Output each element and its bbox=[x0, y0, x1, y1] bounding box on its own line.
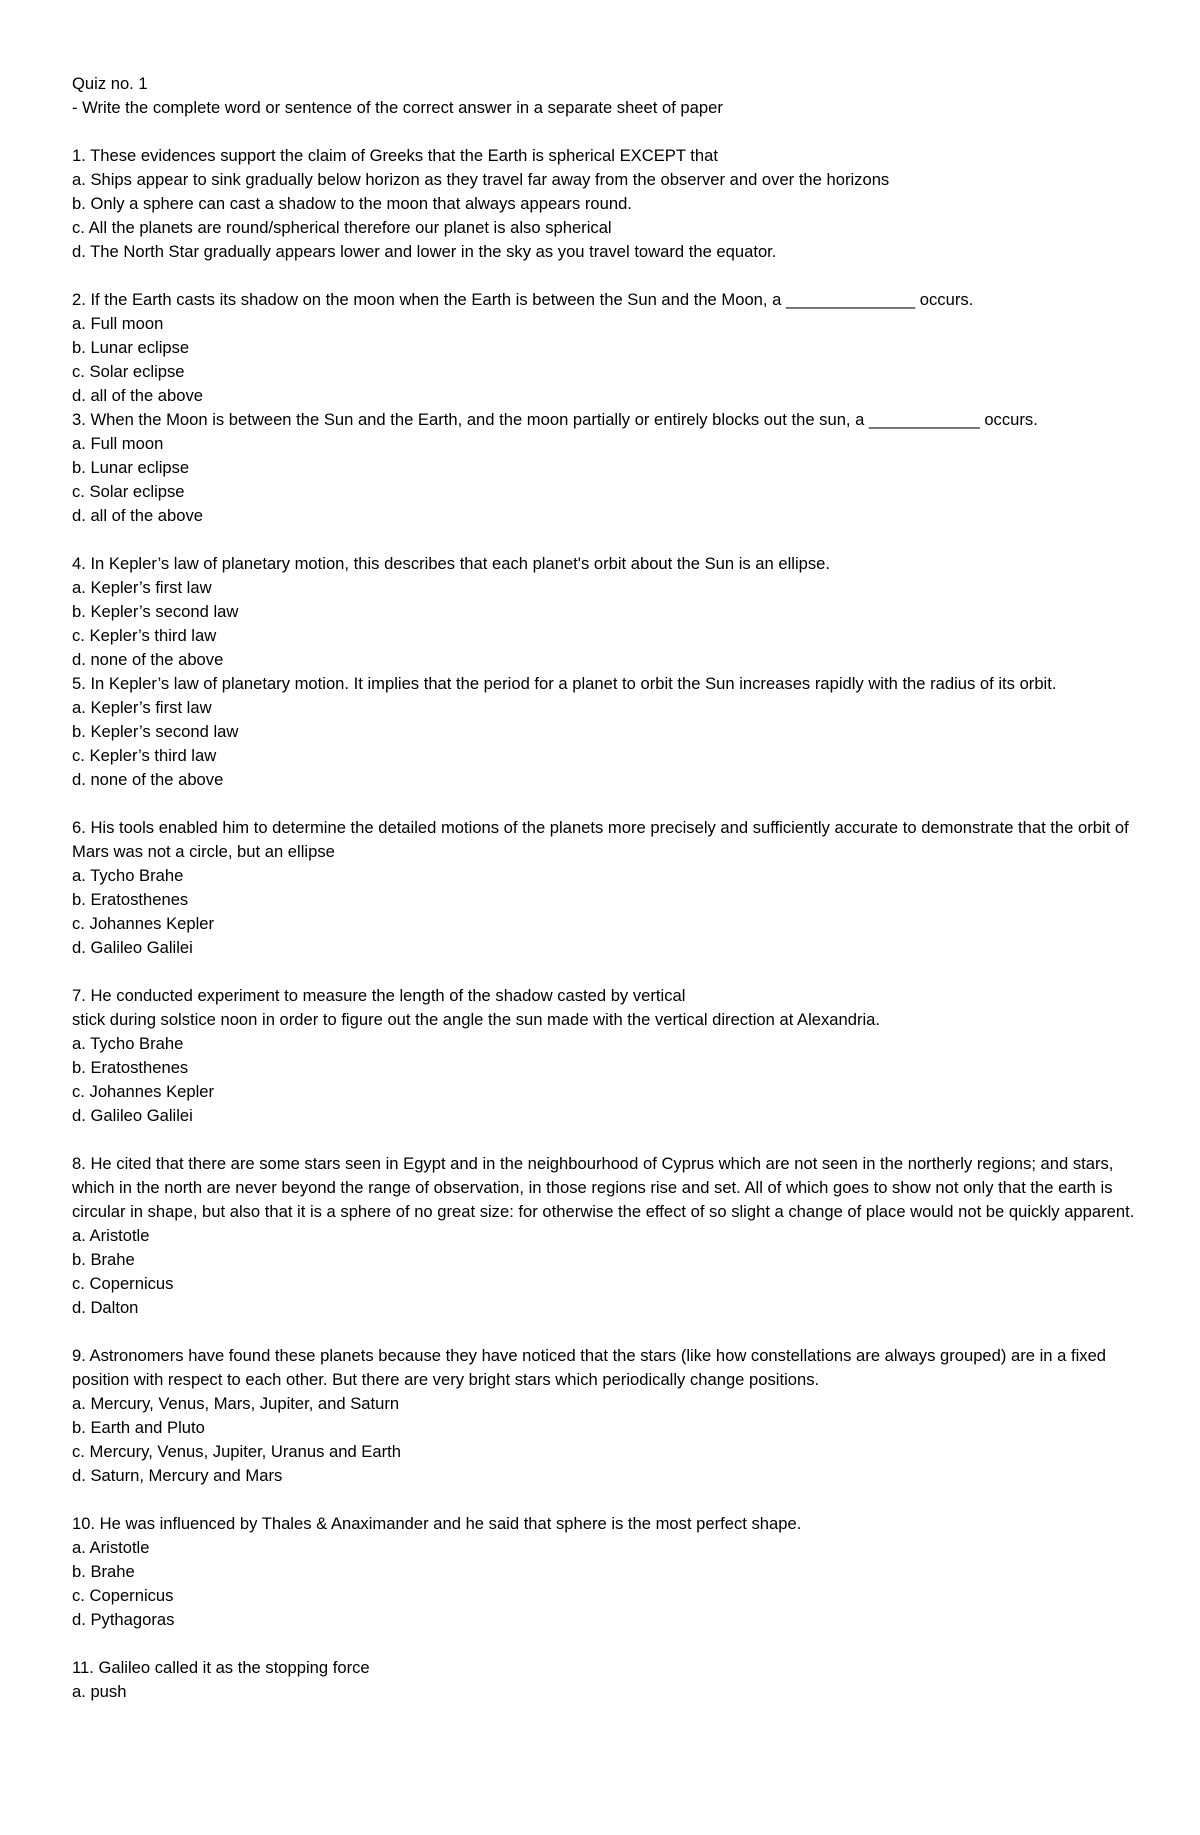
option-d: d. Dalton bbox=[72, 1298, 139, 1317]
option-b: b. Eratosthenes bbox=[72, 890, 189, 909]
spacer bbox=[72, 1632, 1142, 1656]
spacer bbox=[72, 792, 1142, 816]
question-text: 6. His tools enabled him to determine the detailed motions of the planets more precisely and sufficiently accurate to demonstrate that the orbit of Mars was not a circle, but an ellipse bbox=[72, 818, 1129, 861]
option-b: b. Only a sphere can cast a shadow to the moon that always appears round. bbox=[72, 194, 632, 213]
option-d: d. Galileo Galilei bbox=[72, 1106, 193, 1125]
option-b: b. Lunar eclipse bbox=[72, 338, 190, 357]
quiz-instruction: - Write the complete word or sentence of the correct answer in a separate sheet of paper bbox=[72, 98, 723, 117]
question-4 bbox=[72, 552, 1142, 672]
question-text: 3. When the Moon is between the Sun and the Earth, and the moon partially or entirely blocks out the sun, a ____________ occurs. bbox=[72, 410, 1038, 429]
option-b: b. Brahe bbox=[72, 1250, 135, 1269]
option-b: b. Eratosthenes bbox=[72, 1058, 189, 1077]
option-a: a. Full moon bbox=[72, 434, 164, 453]
option-d: d. none of the above bbox=[72, 650, 224, 669]
option-b: b. Brahe bbox=[72, 1562, 135, 1581]
question-2 bbox=[72, 288, 1142, 408]
option-c: c. Johannes Kepler bbox=[72, 1082, 215, 1101]
option-b: b. Earth and Pluto bbox=[72, 1418, 205, 1437]
option-b: b. Kepler’s second law bbox=[72, 722, 239, 741]
option-c: c. Mercury, Venus, Jupiter, Uranus and Earth bbox=[72, 1442, 401, 1461]
question-3 bbox=[72, 408, 1142, 528]
option-c: c. Solar eclipse bbox=[72, 362, 185, 381]
spacer bbox=[72, 960, 1142, 984]
option-d: d. Galileo Galilei bbox=[72, 938, 193, 957]
option-a: a. Tycho Brahe bbox=[72, 1034, 184, 1053]
option-a: a. Kepler’s first law bbox=[72, 698, 212, 717]
option-d: d. Pythagoras bbox=[72, 1610, 175, 1629]
option-d: d. The North Star gradually appears lower and lower in the sky as you travel toward the equator. bbox=[72, 242, 777, 261]
option-c: c. Kepler’s third law bbox=[72, 746, 217, 765]
option-a: a. push bbox=[72, 1682, 127, 1701]
question-text-line-1: 7. He conducted experiment to measure the length of the shadow casted by vertical bbox=[72, 986, 686, 1005]
option-b: b. Lunar eclipse bbox=[72, 458, 190, 477]
quiz-title: Quiz no. 1 bbox=[72, 74, 148, 93]
option-a: a. Ships appear to sink gradually below horizon as they travel far away from the observer and over the horizons bbox=[72, 170, 890, 189]
question-text: 2. If the Earth casts its shadow on the moon when the Earth is between the Sun and the Moon, a ______________ occurs. bbox=[72, 290, 974, 309]
option-d: d. all of the above bbox=[72, 386, 203, 405]
question-text: 11. Galileo called it as the stopping force bbox=[72, 1658, 370, 1677]
question-7 bbox=[72, 984, 1142, 1128]
option-c: c. Solar eclipse bbox=[72, 482, 185, 501]
option-b: b. Kepler’s second law bbox=[72, 602, 239, 621]
question-text: 1. These evidences support the claim of Greeks that the Earth is spherical EXCEPT that bbox=[72, 146, 718, 165]
spacer bbox=[72, 1320, 1142, 1344]
quiz-document bbox=[72, 72, 1142, 1704]
option-c: c. Johannes Kepler bbox=[72, 914, 215, 933]
question-6 bbox=[72, 816, 1142, 960]
spacer bbox=[72, 528, 1142, 552]
spacer bbox=[72, 264, 1142, 288]
question-text: 5. In Kepler’s law of planetary motion. It implies that the period for a planet to orbit the Sun increases rapidly with the radius of its orbit. bbox=[72, 674, 1057, 693]
question-9 bbox=[72, 1344, 1142, 1488]
question-text-line-2: stick during solstice noon in order to figure out the angle the sun made with the vertical direction at Alexandria. bbox=[72, 1010, 881, 1029]
option-a: a. Aristotle bbox=[72, 1226, 150, 1245]
question-11 bbox=[72, 1656, 1142, 1704]
spacer bbox=[72, 120, 1142, 144]
option-c: c. All the planets are round/spherical therefore our planet is also spherical bbox=[72, 218, 612, 237]
option-a: a. Full moon bbox=[72, 314, 164, 333]
spacer bbox=[72, 1488, 1142, 1512]
option-a: a. Aristotle bbox=[72, 1538, 150, 1557]
option-a: a. Tycho Brahe bbox=[72, 866, 184, 885]
option-c: c. Copernicus bbox=[72, 1274, 174, 1293]
question-text: 9. Astronomers have found these planets because they have noticed that the stars (like how constellations are always grouped) are in a fixed position with respect to each other. But there are very bright stars which periodically change positions. bbox=[72, 1346, 1107, 1389]
option-a: a. Kepler’s first law bbox=[72, 578, 212, 597]
option-c: c. Kepler’s third law bbox=[72, 626, 217, 645]
option-c: c. Copernicus bbox=[72, 1586, 174, 1605]
option-d: d. Saturn, Mercury and Mars bbox=[72, 1466, 283, 1485]
option-d: d. all of the above bbox=[72, 506, 203, 525]
option-a: a. Mercury, Venus, Mars, Jupiter, and Saturn bbox=[72, 1394, 400, 1413]
question-1 bbox=[72, 144, 1142, 264]
spacer bbox=[72, 1128, 1142, 1152]
option-d: d. none of the above bbox=[72, 770, 224, 789]
question-8 bbox=[72, 1152, 1142, 1320]
question-5 bbox=[72, 672, 1142, 792]
question-text: 8. He cited that there are some stars seen in Egypt and in the neighbourhood of Cyprus which are not seen in the northerly regions; and stars, which in the north are never beyond the range of observation, in those regions rise and set. All of which goes to show not only that the earth is circular in shape, but also that it is a sphere of no great size: for otherwise the effect of so slight a change of place would not be quickly apparent. bbox=[72, 1154, 1135, 1221]
question-text: 4. In Kepler’s law of planetary motion, this describes that each planet's orbit about the Sun is an ellipse. bbox=[72, 554, 831, 573]
question-10 bbox=[72, 1512, 1142, 1632]
question-text: 10. He was influenced by Thales & Anaximander and he said that sphere is the most perfect shape. bbox=[72, 1514, 802, 1533]
